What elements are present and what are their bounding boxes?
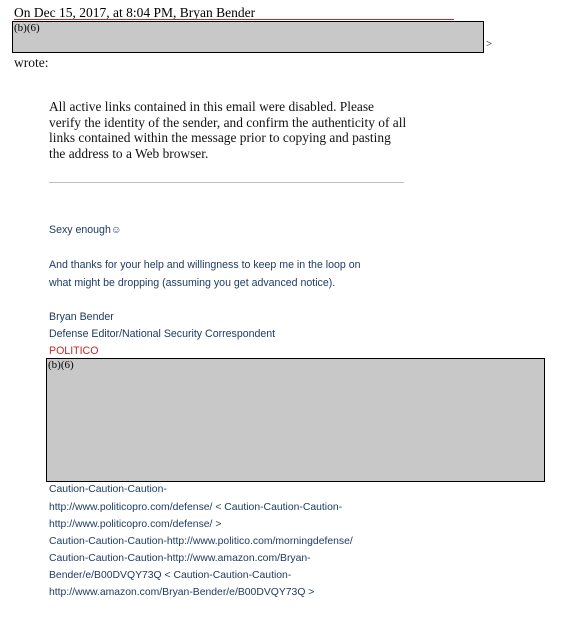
disabled-link-text: http://www.politicopro.com/defense/ > (49, 519, 222, 530)
redaction-code: (b)(6) (48, 359, 74, 371)
redaction-box (46, 358, 545, 482)
security-disclaimer: All active links contained in this email were disabled. Please verify the identity of the sender, and confirm the authenticity of all links contained within the message prior to copying and pasting the address to a Web browser. (49, 99, 407, 161)
body-line: what might be dropping (assuming you get advanced notice). (49, 277, 336, 289)
email-header-line: On Dec 15, 2017, at 8:04 PM, Bryan Bender (14, 5, 256, 20)
header-underline (14, 19, 454, 20)
signature-name: Bryan Bender (49, 311, 114, 323)
disabled-link-text: Bender/e/B00DVQY73Q < Caution-Caution-Caution- (49, 570, 292, 581)
redaction-box (12, 21, 484, 53)
wrote-label: wrote: (14, 55, 49, 70)
signature-org: POLITICO (49, 345, 99, 357)
body-line: Sexy enough☺ (49, 224, 122, 236)
divider (49, 182, 404, 183)
body-line: And thanks for your help and willingness to keep me in the loop on (49, 259, 361, 271)
disabled-link-text: Caution-Caution-Caution-http://www.politico.com/morningdefense/ (49, 536, 353, 547)
disabled-link-text: http://www.politicopro.com/defense/ < Caution-Caution-Caution- (49, 502, 343, 513)
disabled-link-text: Caution-Caution-Caution- (49, 484, 167, 495)
angle-bracket: > (486, 38, 493, 50)
signature-title: Defense Editor/National Security Correspondent (49, 328, 276, 340)
disabled-link-text: http://www.amazon.com/Bryan-Bender/e/B00DVQY73Q > (49, 587, 315, 598)
disabled-link-text: Caution-Caution-Caution-http://www.amazon.com/Bryan- (49, 553, 311, 564)
redaction-code: (b)(6) (14, 22, 40, 34)
